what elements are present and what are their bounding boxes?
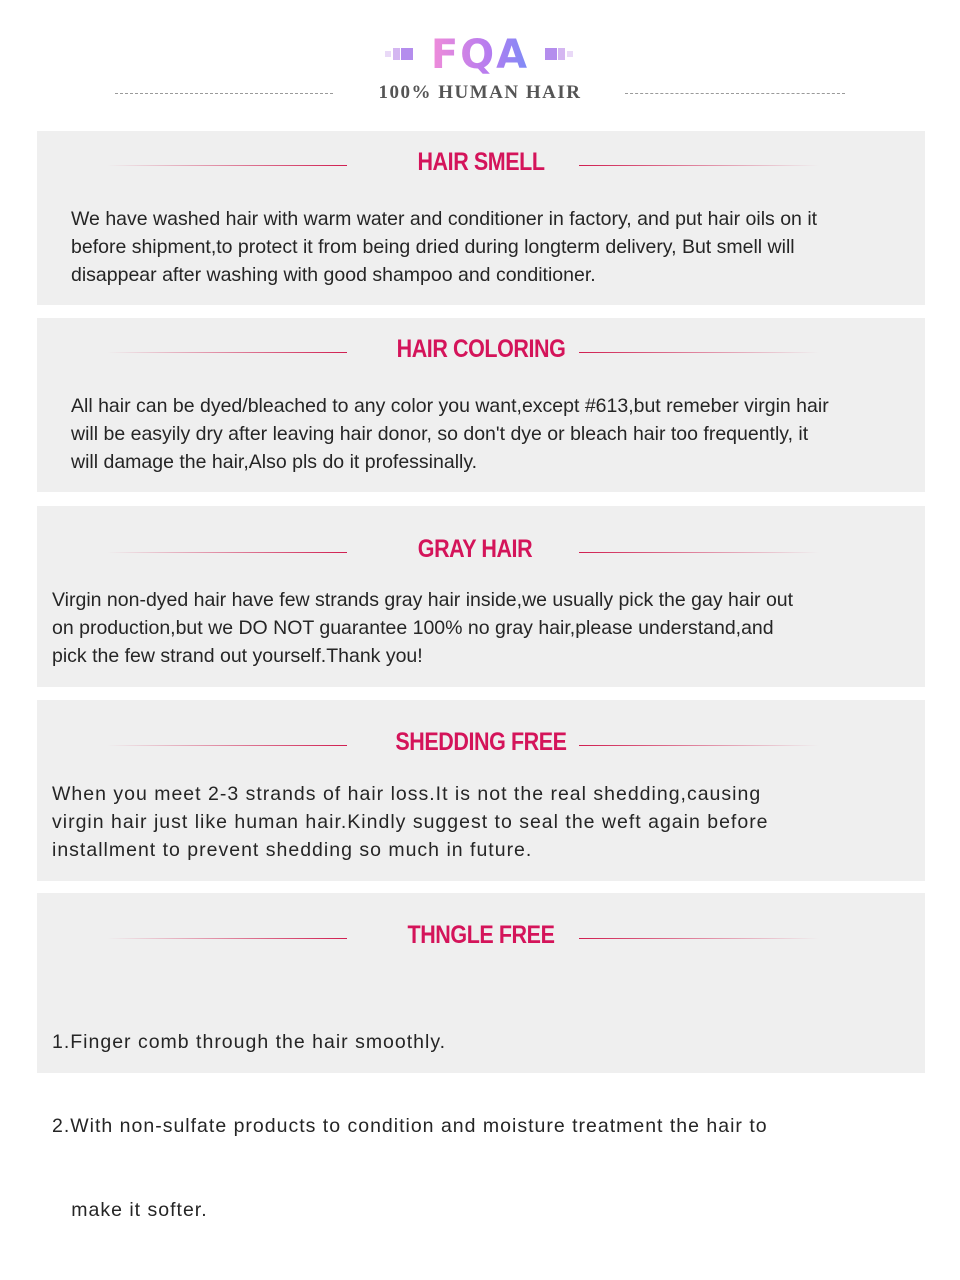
section-title: THNGLE FREE [407,921,555,949]
title-rule-right [579,745,819,746]
body-line: pick the few strand out yourself.Thank you! [52,645,423,667]
title-rule-right [579,352,819,353]
faq-card-hair-smell [37,131,925,305]
body-line: 1.Finger comb through the hair smoothly. [52,1031,447,1053]
section-title: GRAY HAIR [417,535,533,563]
page-subtitle: 100% HUMAN HAIR [378,82,582,103]
title-rule-right [579,165,819,166]
section-body [52,780,912,864]
section-title: HAIR COLORING [396,335,566,363]
section-body [52,586,912,670]
title-rule-right [579,938,819,939]
faq-card-gray-hair [37,506,925,687]
logo: FQA [430,32,530,78]
divider-right [625,93,845,94]
body-line: We have washed hair with warm water and conditioner in factory, and put hair oils on it [71,208,818,230]
section-title: SHEDDING FREE [395,728,567,756]
section-body [71,205,921,289]
section-body [52,972,912,1280]
title-rule-right [579,552,819,553]
section-title: HAIR SMELL [417,148,545,176]
body-line: installment to prevent shedding so much in future. [52,839,533,861]
body-line: on production,but we DO NOT guarantee 100% no gray hair,please understand,and [52,617,774,639]
faq-card-tangle-free [37,893,925,1221]
body-line: make it softer. [52,1199,208,1221]
right-decoration-icon [545,48,573,60]
faq-card-hair-coloring [37,318,925,492]
body-line: disappear after washing with good shampoo and conditioner. [71,264,596,286]
body-line: When you meet 2-3 strands of hair loss.It is not the real shedding,causing [52,783,762,805]
body-line: will damage the hair,Also pls do it professinally. [71,451,478,473]
body-line: will be easyily dry after leaving hair donor, so don't dye or bleach hair too frequently, it [71,423,809,445]
body-line: Virgin non-dyed hair have few strands gray hair inside,we usually pick the gay hair out [52,589,794,611]
body-line: 2.With non-sulfate products to condition and moisture treatment the hair to [52,1115,768,1137]
section-body [71,392,921,476]
page-header [0,0,960,125]
faq-card-shedding-free [37,700,925,881]
body-line: virgin hair just like human hair.Kindly suggest to seal the weft again before [52,811,769,833]
body-line: All hair can be dyed/bleached to any color you want,except #613,but remeber virgin hair [71,395,829,417]
body-line: before shipment,to protect it from being dried during longterm delivery, But smell will [71,236,795,258]
logo-row [0,32,960,78]
